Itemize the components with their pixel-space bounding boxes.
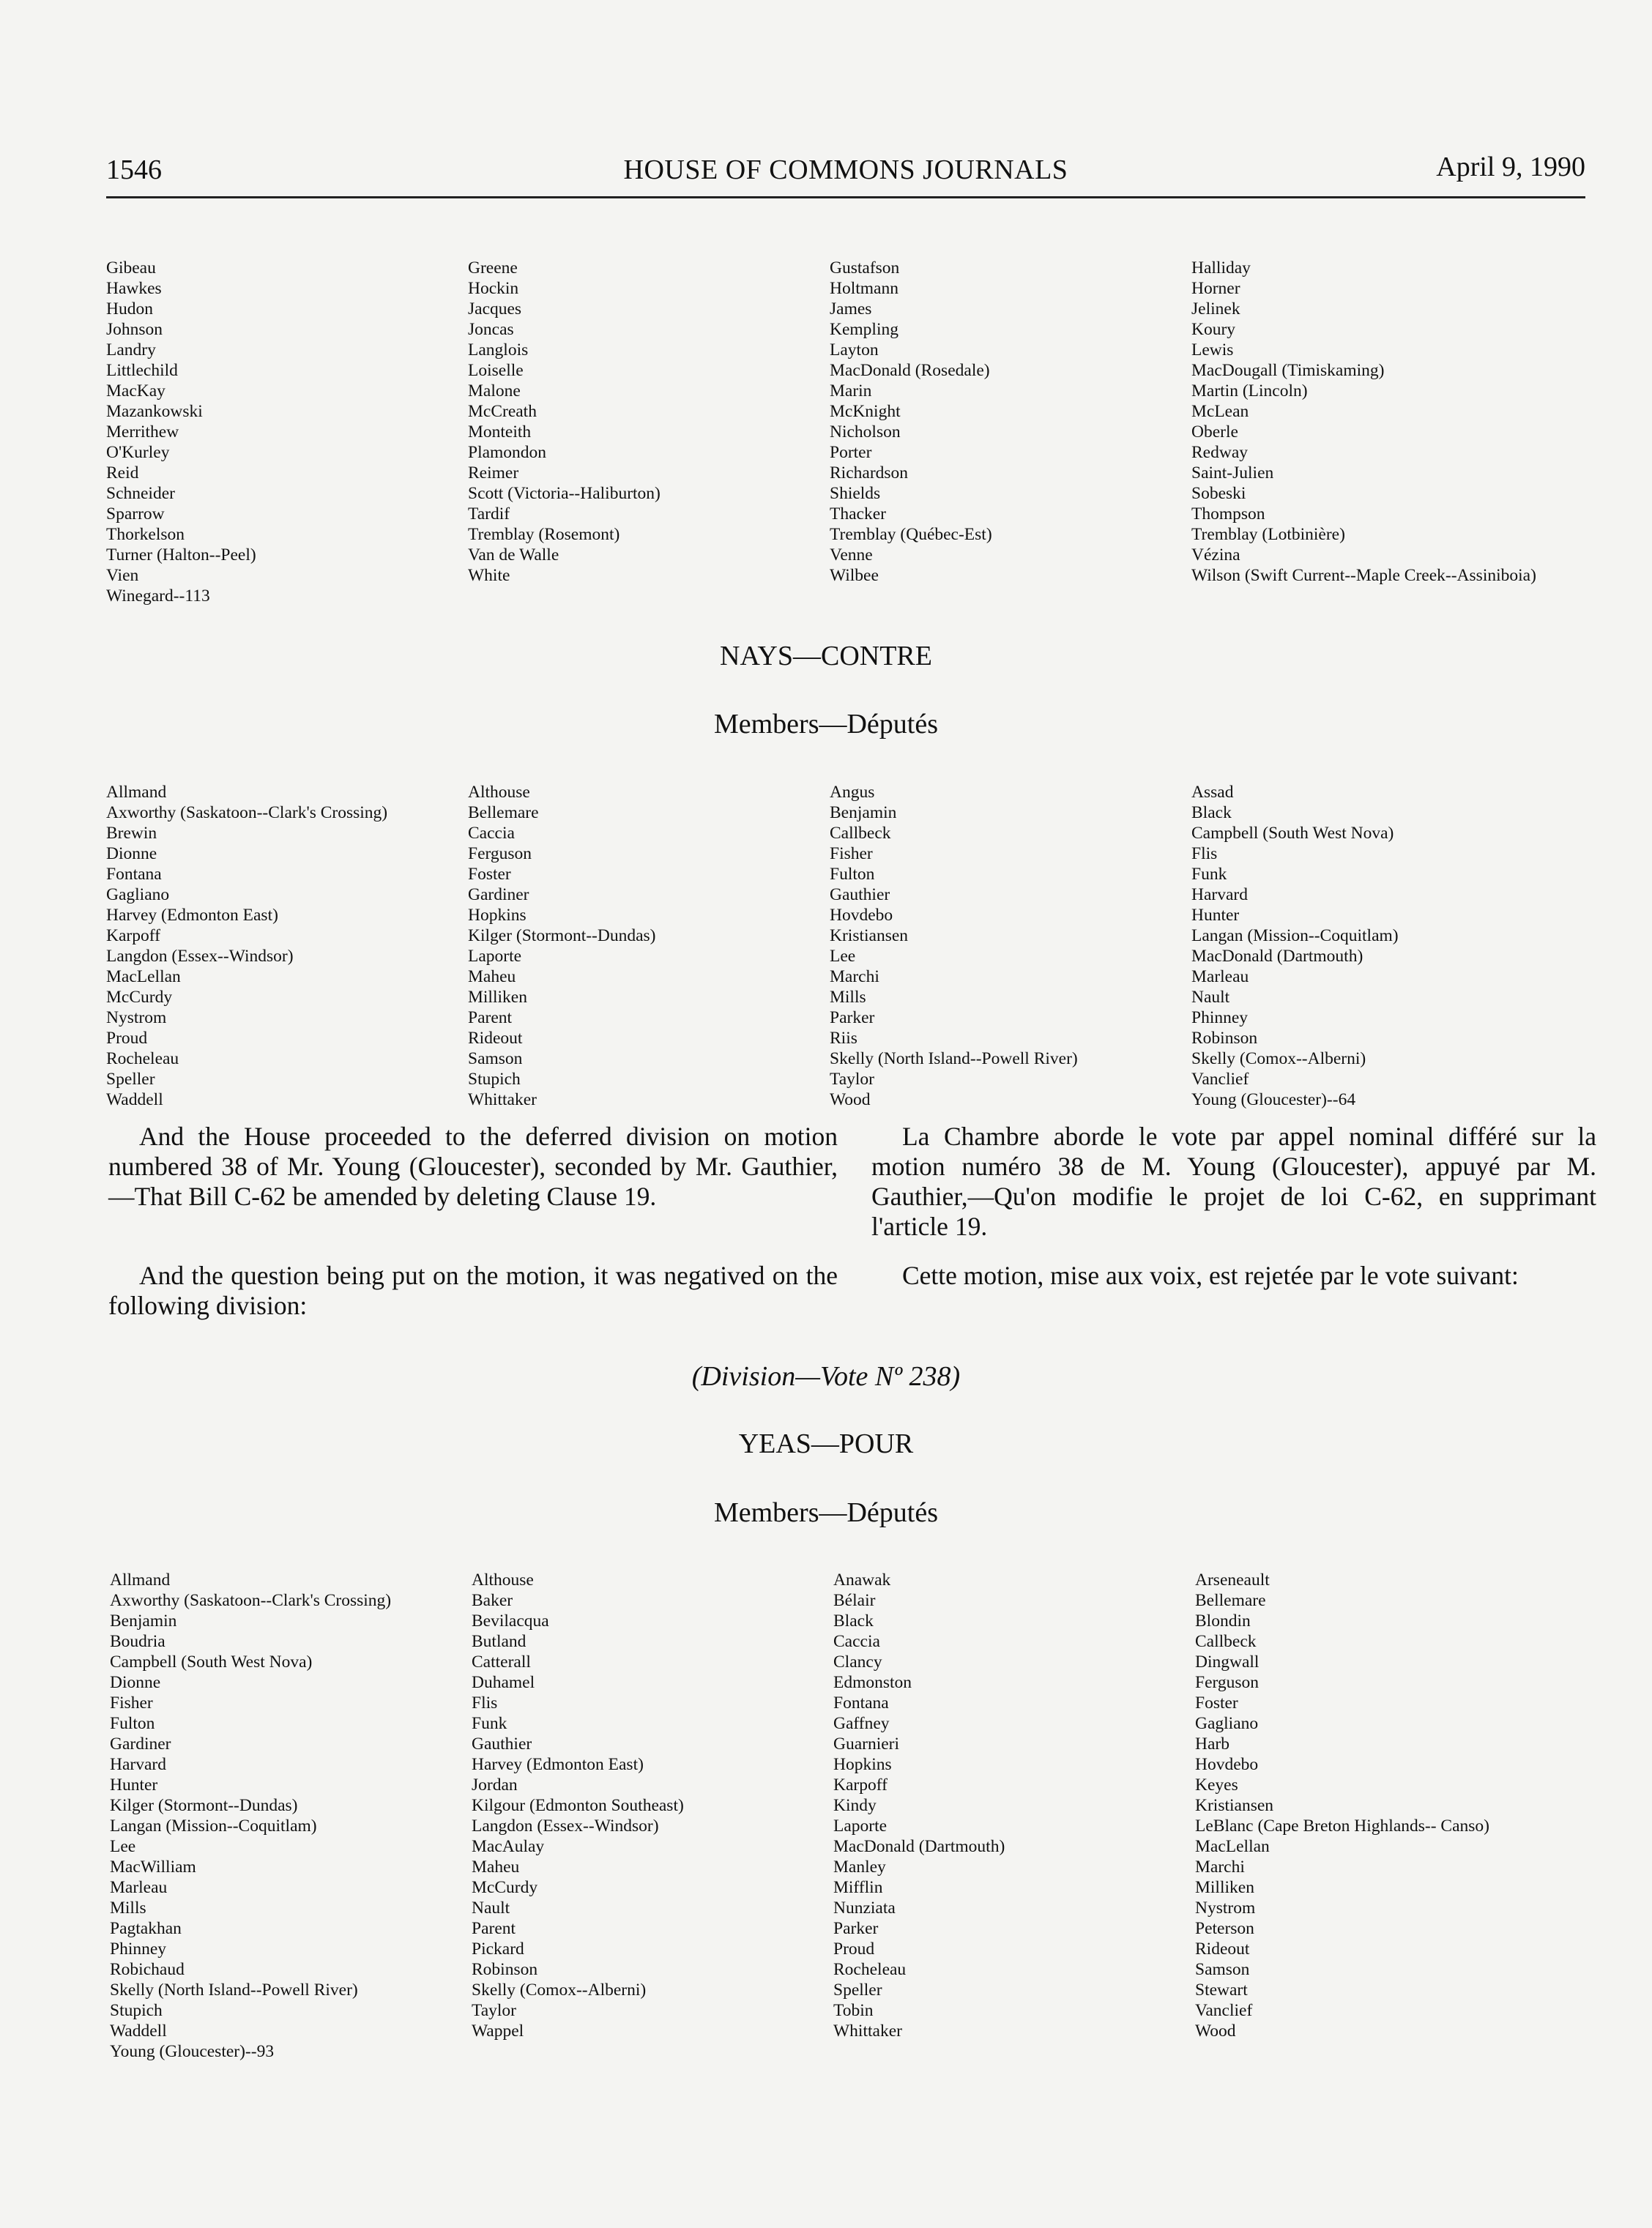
member-name: Parker — [833, 1919, 879, 1938]
member-name: Vien — [106, 566, 139, 585]
member-name: Skelly (Comox--Alberni) — [472, 1981, 647, 2000]
member-name: Young (Gloucester)--93 — [110, 2042, 275, 2061]
member-name: Althouse — [468, 783, 530, 802]
member-name: MacKay — [106, 381, 165, 400]
member-name: Allmand — [106, 783, 167, 802]
member-name: Marleau — [110, 1878, 168, 1897]
member-name: Wilson (Swift Current--Maple Creek--Assiniboia) — [1191, 566, 1536, 585]
member-name: Campbell (South West Nova) — [1191, 824, 1394, 843]
member-name: Fontana — [106, 865, 162, 884]
member-name: Fisher — [830, 844, 873, 863]
member-name: Rideout — [1195, 1940, 1250, 1959]
nays-members-list — [106, 782, 1587, 1110]
member-name: Karpoff — [106, 926, 160, 945]
member-name: Van de Walle — [468, 545, 559, 565]
member-name: Hunter — [1191, 906, 1240, 925]
member-name: Clancy — [833, 1653, 882, 1672]
member-name: Nunziata — [833, 1899, 896, 1918]
member-name: Sparrow — [106, 504, 165, 524]
member-column — [468, 258, 830, 606]
member-name: Landry — [106, 340, 156, 359]
member-name: Maheu — [472, 1858, 520, 1877]
member-name: Ferguson — [1195, 1673, 1260, 1692]
member-name: Redway — [1191, 443, 1249, 462]
member-name: Gardiner — [110, 1735, 171, 1754]
motion-text-fr: La Chambre aborde le vote par appel nominal différé sur la motion numéro 38 de M. Young (Gloucester), appuyé par M. Gauthier,—Qu'on modifie le projet de loi C-62, en supprimant l'article 19. — [871, 1122, 1596, 1241]
member-column — [468, 782, 830, 1110]
member-name: Catterall — [472, 1653, 531, 1672]
member-name: Bellemare — [1195, 1591, 1266, 1610]
member-name: Edmonston — [833, 1673, 912, 1692]
member-name: Marchi — [830, 967, 879, 986]
member-name: Callbeck — [830, 824, 891, 843]
member-name: Dionne — [106, 844, 157, 863]
journal-title: HOUSE OF COMMONS JOURNALS — [623, 154, 1068, 185]
member-name: Vanclief — [1191, 1070, 1249, 1089]
member-name: Harb — [1195, 1735, 1229, 1754]
member-name: Robinson — [472, 1960, 538, 1979]
member-name: Fulton — [830, 865, 875, 884]
member-name: Funk — [472, 1714, 507, 1733]
member-name: Foster — [468, 865, 511, 884]
member-name: Gauthier — [472, 1735, 532, 1754]
member-name: Nystrom — [1195, 1899, 1256, 1918]
member-name: Nystrom — [106, 1008, 167, 1027]
member-name: Kristiansen — [830, 926, 909, 945]
member-name: Kempling — [830, 320, 898, 339]
member-name: O'Kurley — [106, 443, 170, 462]
member-name: Rocheleau — [833, 1960, 907, 1979]
member-name: Hockin — [468, 279, 519, 298]
member-column — [1191, 258, 1587, 606]
member-name: Jordan — [472, 1776, 518, 1795]
member-name: Kilger (Stormont--Dundas) — [468, 926, 656, 945]
member-name: Speller — [106, 1070, 155, 1089]
member-name: Lee — [110, 1837, 136, 1856]
member-name: White — [468, 566, 510, 585]
member-name: Richardson — [830, 463, 909, 483]
member-name: Tardif — [468, 504, 510, 524]
member-name: McCurdy — [472, 1878, 538, 1897]
member-name: Fontana — [833, 1694, 889, 1713]
member-name: Venne — [830, 545, 873, 565]
member-name: James — [830, 299, 872, 318]
member-name: Hunter — [110, 1776, 158, 1795]
member-name: MacWilliam — [110, 1858, 196, 1877]
top-members-list — [106, 258, 1587, 606]
member-name: Monteith — [468, 422, 532, 441]
member-name: Rideout — [468, 1029, 523, 1048]
member-name: Black — [1191, 803, 1232, 822]
member-name: Proud — [833, 1940, 875, 1959]
member-name: Hudon — [106, 299, 153, 318]
member-name: Mills — [110, 1899, 146, 1918]
member-name: Kilger (Stormont--Dundas) — [110, 1796, 298, 1815]
member-name: Harvey (Edmonton East) — [472, 1755, 644, 1774]
member-name: Saint-Julien — [1191, 463, 1274, 483]
member-name: MacDougall (Timiskaming) — [1191, 361, 1385, 380]
member-name: Wood — [830, 1090, 871, 1109]
member-name: Samson — [468, 1049, 523, 1068]
motion-text-en: And the House proceeded to the deferred division on motion numbered 38 of Mr. Young (Gloucester), seconded by Mr. Gauthier,—That Bill C-62 be amended by deleting Clause 19. — [108, 1122, 838, 1211]
division-label: (Division—Vote Nº 238) — [691, 1361, 961, 1392]
member-name: Mazankowski — [106, 402, 203, 421]
member-name: Wappel — [472, 2022, 524, 2041]
member-name: Phinney — [1191, 1008, 1249, 1027]
member-column — [106, 782, 468, 1110]
member-name: Keyes — [1195, 1776, 1238, 1795]
member-name: Bellemare — [468, 803, 539, 822]
member-name: Brewin — [106, 824, 157, 843]
member-name: MacAulay — [472, 1837, 545, 1856]
member-name: Gagliano — [1195, 1714, 1259, 1733]
member-name: Skelly (North Island--Powell River) — [830, 1049, 1078, 1068]
member-name: Whittaker — [833, 2022, 902, 2041]
member-column — [106, 258, 468, 606]
member-name: Fulton — [110, 1714, 155, 1733]
member-name: Peterson — [1195, 1919, 1254, 1938]
member-name: Horner — [1191, 279, 1240, 298]
member-name: Parent — [472, 1919, 516, 1938]
member-name: Butland — [472, 1632, 527, 1651]
member-name: Angus — [830, 783, 875, 802]
member-name: Nicholson — [830, 422, 901, 441]
result-text-en: And the question being put on the motion, it was negatived on the following division: — [108, 1261, 838, 1320]
member-name: Dingwall — [1195, 1653, 1260, 1672]
member-name: Taylor — [830, 1070, 874, 1089]
member-name: Porter — [830, 443, 872, 462]
member-name: McCurdy — [106, 988, 173, 1007]
member-name: Gibeau — [106, 258, 156, 277]
member-name: Hopkins — [833, 1755, 892, 1774]
member-name: LeBlanc (Cape Breton Highlands-- Canso) — [1195, 1817, 1490, 1836]
member-name: Maheu — [468, 967, 516, 986]
member-name: Milliken — [1195, 1878, 1254, 1897]
nays-heading: NAYS—CONTRE — [720, 641, 932, 671]
member-name: Jacques — [468, 299, 522, 318]
member-name: Marleau — [1191, 967, 1249, 986]
member-name: Tobin — [833, 2001, 874, 2020]
member-name: Gardiner — [468, 885, 529, 904]
member-name: Ferguson — [468, 844, 532, 863]
member-name: Hawkes — [106, 279, 162, 298]
member-name: Nault — [472, 1899, 510, 1918]
member-name: Oberle — [1191, 422, 1238, 441]
member-name: MacDonald (Dartmouth) — [833, 1837, 1005, 1856]
member-name: Milliken — [468, 988, 527, 1007]
member-name: Wood — [1195, 2022, 1236, 2041]
member-name: Skelly (North Island--Powell River) — [110, 1981, 358, 2000]
member-name: Stupich — [468, 1070, 521, 1089]
member-name: Lee — [830, 947, 856, 966]
member-name: Samson — [1195, 1960, 1250, 1979]
member-name: Laporte — [468, 947, 522, 966]
member-name: Thacker — [830, 504, 886, 524]
member-name: Littlechild — [106, 361, 178, 380]
member-name: Reid — [106, 463, 139, 483]
member-name: MacLellan — [106, 967, 181, 986]
member-name: Scott (Victoria--Haliburton) — [468, 484, 661, 503]
member-name: Langan (Mission--Coquitlam) — [110, 1817, 317, 1836]
member-name: Parent — [468, 1008, 513, 1027]
member-name: Thorkelson — [106, 525, 185, 544]
result-text-fr: Cette motion, mise aux voix, est rejetée par le vote suivant: — [902, 1261, 1519, 1290]
member-name: Bélair — [833, 1591, 876, 1610]
member-name: Robinson — [1191, 1029, 1258, 1048]
member-column — [1195, 1570, 1590, 2062]
member-name: Black — [833, 1612, 874, 1631]
member-name: Joncas — [468, 320, 514, 339]
member-name: Karpoff — [833, 1776, 888, 1795]
member-name: Whittaker — [468, 1090, 537, 1109]
member-name: McKnight — [830, 402, 901, 421]
member-column — [830, 782, 1191, 1110]
member-name: Allmand — [110, 1571, 171, 1590]
member-name: Callbeck — [1195, 1632, 1257, 1651]
member-name: Lewis — [1191, 340, 1234, 359]
member-name: Waddell — [106, 1090, 163, 1109]
member-name: Layton — [830, 340, 879, 359]
member-name: Vézina — [1191, 545, 1240, 565]
member-column — [110, 1570, 472, 2062]
member-name: Vanclief — [1195, 2001, 1253, 2020]
member-name: Gaffney — [833, 1714, 890, 1733]
member-name: Flis — [1191, 844, 1218, 863]
member-name: Reimer — [468, 463, 519, 483]
member-name: Benjamin — [830, 803, 897, 822]
member-name: Dionne — [110, 1673, 161, 1692]
member-name: Rocheleau — [106, 1049, 179, 1068]
member-name: Harvard — [1191, 885, 1248, 904]
member-name: Jelinek — [1191, 299, 1240, 318]
member-name: Mills — [830, 988, 866, 1007]
member-name: Proud — [106, 1029, 148, 1048]
member-name: Pickard — [472, 1940, 524, 1959]
member-name: Winegard--113 — [106, 586, 210, 606]
member-name: Merrithew — [106, 422, 179, 441]
yeas-subheading: Members—Députés — [713, 1497, 939, 1528]
member-name: Benjamin — [110, 1612, 177, 1631]
member-name: Harvard — [110, 1755, 166, 1774]
member-name: Arseneault — [1195, 1571, 1270, 1590]
member-name: Young (Gloucester)--64 — [1191, 1090, 1356, 1109]
member-name: Tremblay (Québec-Est) — [830, 525, 992, 544]
member-name: Baker — [472, 1591, 513, 1610]
member-name: Shields — [830, 484, 881, 503]
member-name: Martin (Lincoln) — [1191, 381, 1308, 400]
member-name: Gagliano — [106, 885, 170, 904]
page-number: 1546 — [106, 154, 162, 185]
member-name: Langlois — [468, 340, 529, 359]
member-name: Stupich — [110, 2001, 163, 2020]
member-name: Blondin — [1195, 1612, 1251, 1631]
member-column — [833, 1570, 1195, 2062]
member-name: Guarnieri — [833, 1735, 900, 1754]
member-name: Tremblay (Rosemont) — [468, 525, 620, 544]
member-name: Funk — [1191, 865, 1227, 884]
member-name: Thompson — [1191, 504, 1265, 524]
member-name: Nault — [1191, 988, 1230, 1007]
member-name: Mifflin — [833, 1878, 883, 1897]
member-name: Harvey (Edmonton East) — [106, 906, 278, 925]
member-name: Greene — [468, 258, 518, 277]
member-name: Schneider — [106, 484, 175, 503]
member-name: MacLellan — [1195, 1837, 1270, 1856]
member-name: Malone — [468, 381, 521, 400]
member-name: Hopkins — [468, 906, 527, 925]
member-name: Langan (Mission--Coquitlam) — [1191, 926, 1399, 945]
member-name: Parker — [830, 1008, 875, 1027]
member-name: Caccia — [468, 824, 515, 843]
member-name: Gauthier — [830, 885, 890, 904]
member-name: Wilbee — [830, 566, 879, 585]
member-name: Manley — [833, 1858, 886, 1877]
member-name: Riis — [830, 1029, 857, 1048]
member-name: Fisher — [110, 1694, 153, 1713]
member-name: Plamondon — [468, 443, 547, 462]
member-name: Tremblay (Lotbinière) — [1191, 525, 1345, 544]
member-name: Axworthy (Saskatoon--Clark's Crossing) — [110, 1591, 392, 1610]
nays-subheading: Members—Députés — [713, 709, 939, 739]
member-name: Foster — [1195, 1694, 1238, 1713]
member-name: Campbell (South West Nova) — [110, 1653, 313, 1672]
member-name: Boudria — [110, 1632, 165, 1651]
member-name: Loiselle — [468, 361, 524, 380]
member-name: Kindy — [833, 1796, 877, 1815]
member-name: McLean — [1191, 402, 1249, 421]
member-name: Pagtakhan — [110, 1919, 182, 1938]
member-name: Marchi — [1195, 1858, 1245, 1877]
member-name: Marin — [830, 381, 872, 400]
member-name: Waddell — [110, 2022, 167, 2041]
page-date: April 9, 1990 — [1436, 152, 1585, 182]
member-name: MacDonald (Dartmouth) — [1191, 947, 1363, 966]
yeas-heading: YEAS—POUR — [738, 1428, 914, 1459]
member-name: Caccia — [833, 1632, 880, 1651]
member-name: Langdon (Essex--Windsor) — [106, 947, 294, 966]
member-column — [1191, 782, 1587, 1110]
member-name: Gustafson — [830, 258, 900, 277]
member-name: Duhamel — [472, 1673, 535, 1692]
member-name: Robichaud — [110, 1960, 185, 1979]
member-name: Langdon (Essex--Windsor) — [472, 1817, 659, 1836]
member-name: Kristiansen — [1195, 1796, 1274, 1815]
member-name: McCreath — [468, 402, 537, 421]
member-name: Skelly (Comox--Alberni) — [1191, 1049, 1366, 1068]
member-name: Koury — [1191, 320, 1236, 339]
yeas-members-list — [110, 1570, 1590, 2062]
member-column — [830, 258, 1191, 606]
member-name: Assad — [1191, 783, 1234, 802]
member-name: Flis — [472, 1694, 498, 1713]
member-name: MacDonald (Rosedale) — [830, 361, 990, 380]
member-name: Laporte — [833, 1817, 888, 1836]
member-name: Sobeski — [1191, 484, 1246, 503]
member-name: Kilgour (Edmonton Southeast) — [472, 1796, 684, 1815]
member-name: Bevilacqua — [472, 1612, 549, 1631]
member-name: Althouse — [472, 1571, 534, 1590]
member-column — [472, 1570, 833, 2062]
member-name: Johnson — [106, 320, 163, 339]
member-name: Stewart — [1195, 1981, 1248, 2000]
member-name: Halliday — [1191, 258, 1251, 277]
member-name: Speller — [833, 1981, 882, 2000]
member-name: Hovdebo — [830, 906, 893, 925]
member-name: Turner (Halton--Peel) — [106, 545, 256, 565]
page-header — [106, 149, 1585, 198]
member-name: Phinney — [110, 1940, 167, 1959]
member-name: Holtmann — [830, 279, 898, 298]
member-name: Taylor — [472, 2001, 516, 2020]
member-name: Anawak — [833, 1571, 891, 1590]
member-name: Axworthy (Saskatoon--Clark's Crossing) — [106, 803, 388, 822]
member-name: Hovdebo — [1195, 1755, 1259, 1774]
